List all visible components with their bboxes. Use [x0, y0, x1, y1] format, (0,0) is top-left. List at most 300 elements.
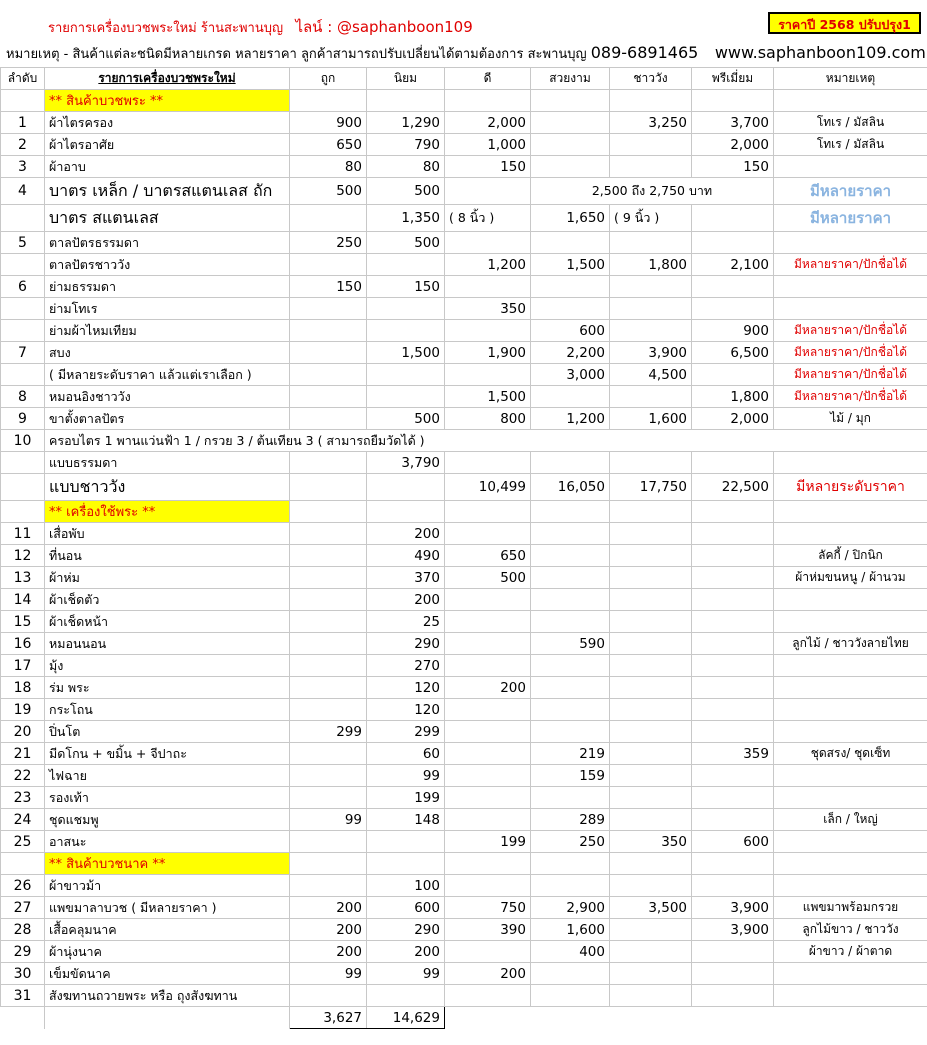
price-beautiful	[531, 963, 610, 985]
price-cheap: 250	[290, 232, 367, 254]
price-beautiful: 159	[531, 765, 610, 787]
row-number: 17	[1, 655, 45, 677]
price-cheap	[290, 254, 367, 276]
price-beautiful	[531, 298, 610, 320]
empty-cell	[692, 853, 774, 875]
price-popular: 80	[367, 156, 445, 178]
price-premium	[692, 298, 774, 320]
row-number: 3	[1, 156, 45, 178]
price-premium	[692, 963, 774, 985]
table-row	[1, 633, 927, 655]
price-premium	[692, 452, 774, 474]
price-good	[445, 809, 531, 831]
price-royal	[610, 941, 692, 963]
price-good: 750	[445, 897, 531, 919]
item-name: เข็มขัดนาค	[45, 963, 290, 985]
row-number: 28	[1, 919, 45, 941]
row-number: 16	[1, 633, 45, 655]
item-name: แพขมาลาบวช ( มีหลายราคา )	[45, 897, 290, 919]
col-no-header: ลำดับ	[1, 68, 45, 90]
price-good: 350	[445, 298, 531, 320]
price-range-note: 2,500 ถึง 2,750 บาท	[531, 178, 774, 205]
remark	[774, 985, 927, 1007]
section-row	[1, 90, 927, 112]
price-popular: 270	[367, 655, 445, 677]
price-cheap	[290, 523, 367, 545]
price-good: 150	[445, 156, 531, 178]
remark: ลูกไม้ขาว / ชาววัง	[774, 919, 927, 941]
price-cheap: 99	[290, 963, 367, 985]
price-beautiful	[531, 545, 610, 567]
remark: ลูกไม้ / ชาววังลายไทย	[774, 633, 927, 655]
row-number: 6	[1, 276, 45, 298]
price-beautiful	[531, 134, 610, 156]
year-badge: ราคาปี 2568 ปรับปรุง1	[768, 12, 921, 34]
row-number	[1, 254, 45, 276]
remark	[774, 875, 927, 897]
row-number: 29	[1, 941, 45, 963]
table-row	[1, 205, 927, 232]
item-name: ผ้านุ่งนาค	[45, 941, 290, 963]
price-premium	[692, 205, 774, 232]
empty-cell	[445, 1007, 531, 1029]
price-cheap	[290, 474, 367, 501]
price-beautiful: 250	[531, 831, 610, 853]
price-beautiful	[531, 523, 610, 545]
price-premium	[692, 523, 774, 545]
price-royal	[610, 721, 692, 743]
price-premium: 3,900	[692, 919, 774, 941]
price-beautiful	[531, 276, 610, 298]
header-row	[1, 68, 927, 90]
price-popular	[367, 364, 445, 386]
table-row	[1, 408, 927, 430]
price-royal: 3,500	[610, 897, 692, 919]
price-good	[445, 941, 531, 963]
table-row	[1, 156, 927, 178]
section-label: ** สินค้าบวชนาค **	[45, 853, 290, 875]
col-remark-header: หมายเหตุ	[774, 68, 927, 90]
price-premium	[692, 787, 774, 809]
col-good-header: ดี	[445, 68, 531, 90]
price-good	[445, 320, 531, 342]
item-name: ครอบไตร 1 พานแว่นฟ้า 1 / กรวย 3 / ต้นเทียน 3 ( สามารถยืมวัดได้ )	[45, 430, 927, 452]
price-popular	[367, 474, 445, 501]
table-row	[1, 298, 927, 320]
remark	[774, 523, 927, 545]
note-text: หมายเหตุ - สินค้าแต่ละชนิดมีหลายเกรด หลายราคา ลูกค้าสามารถปรับเปลี่ยนได้ตามต้องการ สะพานบุญ	[6, 47, 587, 62]
price-premium	[692, 809, 774, 831]
price-royal	[610, 452, 692, 474]
table-row	[1, 320, 927, 342]
table-row	[1, 545, 927, 567]
price-cheap: 299	[290, 721, 367, 743]
price-cheap: 650	[290, 134, 367, 156]
item-name: ผ้าห่ม	[45, 567, 290, 589]
price-good: 1,200	[445, 254, 531, 276]
empty-cell	[445, 501, 531, 523]
price-cheap	[290, 452, 367, 474]
price-beautiful	[531, 677, 610, 699]
remark	[774, 156, 927, 178]
price-beautiful: 219	[531, 743, 610, 765]
price-popular: 790	[367, 134, 445, 156]
table-row	[1, 655, 927, 677]
price-good	[445, 452, 531, 474]
price-premium	[692, 567, 774, 589]
table-row	[1, 765, 927, 787]
item-name: ชุดแชมพู	[45, 809, 290, 831]
price-good	[445, 655, 531, 677]
price-good	[445, 523, 531, 545]
price-beautiful: 1,650	[531, 205, 610, 232]
row-number: 20	[1, 721, 45, 743]
price-royal	[610, 611, 692, 633]
remark: ชุดสรง/ ชุดเซ็ท	[774, 743, 927, 765]
price-premium: 600	[692, 831, 774, 853]
price-popular: 299	[367, 721, 445, 743]
empty-cell	[367, 90, 445, 112]
price-premium: 2,000	[692, 408, 774, 430]
remark: ลัคกี้ / ปิกนิก	[774, 545, 927, 567]
table-row	[1, 831, 927, 853]
table-row	[1, 611, 927, 633]
price-cheap	[290, 831, 367, 853]
row-number: 31	[1, 985, 45, 1007]
price-beautiful: 590	[531, 633, 610, 655]
remark	[774, 298, 927, 320]
empty-cell	[531, 90, 610, 112]
price-beautiful: 2,900	[531, 897, 610, 919]
empty-cell	[610, 90, 692, 112]
price-royal	[610, 787, 692, 809]
item-name: มีดโกน + ขมิ้น + จีปาถะ	[45, 743, 290, 765]
row-number	[1, 501, 45, 523]
price-popular: 290	[367, 633, 445, 655]
item-name: เสื่อพับ	[45, 523, 290, 545]
row-number	[1, 298, 45, 320]
empty-cell	[610, 1007, 692, 1029]
row-number: 5	[1, 232, 45, 254]
row-number	[1, 205, 45, 232]
remark: แพขมาพร้อมกรวย	[774, 897, 927, 919]
price-cheap	[290, 699, 367, 721]
row-number: 9	[1, 408, 45, 430]
item-name: รองเท้า	[45, 787, 290, 809]
remark: เล็ก / ใหญ่	[774, 809, 927, 831]
empty-cell	[774, 90, 927, 112]
table-row	[1, 364, 927, 386]
price-premium	[692, 545, 774, 567]
item-name: กระโถน	[45, 699, 290, 721]
price-royal	[610, 985, 692, 1007]
row-number: 19	[1, 699, 45, 721]
price-popular: 490	[367, 545, 445, 567]
table-row	[1, 941, 927, 963]
price-popular: 500	[367, 232, 445, 254]
item-name: ย่ามผ้าไหมเทียม	[45, 320, 290, 342]
price-beautiful: 289	[531, 809, 610, 831]
price-royal	[610, 232, 692, 254]
empty-cell	[610, 853, 692, 875]
price-premium	[692, 364, 774, 386]
price-royal	[610, 963, 692, 985]
price-cheap	[290, 985, 367, 1007]
price-royal	[610, 523, 692, 545]
row-number: 12	[1, 545, 45, 567]
price-good: 2,000	[445, 112, 531, 134]
item-name: เสื้อคลุมนาค	[45, 919, 290, 941]
price-premium	[692, 655, 774, 677]
price-popular	[367, 298, 445, 320]
remark	[774, 232, 927, 254]
table-row	[1, 342, 927, 364]
price-cheap	[290, 589, 367, 611]
remark: มีหลายราคา/ปักชื่อได้	[774, 342, 927, 364]
table-row	[1, 254, 927, 276]
price-good	[445, 589, 531, 611]
remark	[774, 452, 927, 474]
remark	[774, 589, 927, 611]
shop-title: รายการเครื่องบวชพระใหม่ ร้านสะพานบุญ	[48, 21, 284, 36]
price-good: 390	[445, 919, 531, 941]
price-premium: 22,500	[692, 474, 774, 501]
table-row	[1, 589, 927, 611]
item-name: ผ้าเช็ดตัว	[45, 589, 290, 611]
sheet-title	[48, 15, 473, 39]
row-number: 15	[1, 611, 45, 633]
price-popular: 200	[367, 523, 445, 545]
price-beautiful: 16,050	[531, 474, 610, 501]
price-beautiful: 600	[531, 320, 610, 342]
remark	[774, 787, 927, 809]
price-premium: 6,500	[692, 342, 774, 364]
price-popular	[367, 985, 445, 1007]
empty-cell	[610, 501, 692, 523]
price-popular: 1,290	[367, 112, 445, 134]
price-beautiful	[531, 655, 610, 677]
price-premium: 2,000	[692, 134, 774, 156]
price-beautiful	[531, 156, 610, 178]
item-name: หมอนอิงชาววัง	[45, 386, 290, 408]
table-row	[1, 386, 927, 408]
item-name: ขาตั้งตาลปัตร	[45, 408, 290, 430]
price-cheap: 200	[290, 941, 367, 963]
remark: ไม้ / มุก	[774, 408, 927, 430]
price-royal	[610, 655, 692, 677]
header-note	[6, 43, 926, 64]
price-good	[445, 765, 531, 787]
empty-cell	[774, 1007, 927, 1029]
price-good	[445, 611, 531, 633]
price-popular: 200	[367, 941, 445, 963]
price-royal	[610, 809, 692, 831]
price-popular	[367, 386, 445, 408]
price-cheap	[290, 545, 367, 567]
price-premium: 900	[692, 320, 774, 342]
price-premium: 1,800	[692, 386, 774, 408]
price-premium	[692, 699, 774, 721]
price-good: 500	[445, 567, 531, 589]
table-row	[1, 452, 927, 474]
price-popular: 150	[367, 276, 445, 298]
price-popular: 3,790	[367, 452, 445, 474]
price-premium	[692, 721, 774, 743]
remark: ผ้าขาว / ผ้าตาด	[774, 941, 927, 963]
price-good	[445, 787, 531, 809]
price-royal: 350	[610, 831, 692, 853]
price-beautiful	[531, 452, 610, 474]
price-good	[445, 743, 531, 765]
remark: โทเร / มัสลิน	[774, 112, 927, 134]
remark	[774, 721, 927, 743]
row-number	[1, 364, 45, 386]
item-name: ( มีหลายระดับราคา แล้วแต่เราเลือก )	[45, 364, 290, 386]
sheet-header	[0, 0, 927, 68]
item-name: ตาลปัตรชาววัง	[45, 254, 290, 276]
remark	[774, 765, 927, 787]
row-number	[1, 474, 45, 501]
price-cheap	[290, 787, 367, 809]
price-popular: 120	[367, 699, 445, 721]
table-row	[1, 897, 927, 919]
price-good: 650	[445, 545, 531, 567]
price-cheap	[290, 633, 367, 655]
remark: มีหลายระดับราคา	[774, 474, 927, 501]
price-royal: 17,750	[610, 474, 692, 501]
table-row	[1, 699, 927, 721]
item-name: หมอนนอน	[45, 633, 290, 655]
table-body	[1, 90, 927, 1029]
remark: มีหลายราคา	[774, 205, 927, 232]
line-id[interactable]: ไลน์ : @saphanboon109	[295, 18, 473, 36]
remark: มีหลายราคา/ปักชื่อได้	[774, 254, 927, 276]
price-beautiful	[531, 611, 610, 633]
row-number: 13	[1, 567, 45, 589]
row-number: 11	[1, 523, 45, 545]
empty-cell	[692, 1007, 774, 1029]
col-premium-header: พรีเมี่ยม	[692, 68, 774, 90]
price-cheap: 80	[290, 156, 367, 178]
price-premium	[692, 765, 774, 787]
empty-cell	[367, 501, 445, 523]
remark	[774, 611, 927, 633]
price-royal	[610, 765, 692, 787]
empty-cell	[367, 853, 445, 875]
remark	[774, 963, 927, 985]
price-premium: 3,700	[692, 112, 774, 134]
total-cheap: 3,627	[290, 1007, 367, 1029]
table-row	[1, 134, 927, 156]
table-row	[1, 985, 927, 1007]
price-beautiful	[531, 787, 610, 809]
price-premium	[692, 985, 774, 1007]
price-popular: 600	[367, 897, 445, 919]
price-good	[445, 721, 531, 743]
col-beautiful-header: สวยงาม	[531, 68, 610, 90]
row-number: 22	[1, 765, 45, 787]
remark: มีหลายราคา	[774, 178, 927, 205]
table-row	[1, 523, 927, 545]
price-popular: 290	[367, 919, 445, 941]
price-beautiful	[531, 699, 610, 721]
item-name: แบบธรรมดา	[45, 452, 290, 474]
price-cheap	[290, 364, 367, 386]
row-number	[1, 452, 45, 474]
row-number: 26	[1, 875, 45, 897]
table-row	[1, 787, 927, 809]
remark	[774, 677, 927, 699]
price-premium: 2,100	[692, 254, 774, 276]
price-beautiful	[531, 112, 610, 134]
price-cheap	[290, 655, 367, 677]
price-good	[445, 232, 531, 254]
price-popular: 500	[367, 178, 445, 205]
table-row	[1, 963, 927, 985]
col-royal-header: ชาววัง	[610, 68, 692, 90]
price-beautiful	[531, 875, 610, 897]
price-good	[445, 364, 531, 386]
row-number: 27	[1, 897, 45, 919]
price-royal	[610, 633, 692, 655]
section-label: ** เครื่องใช้พระ **	[45, 501, 290, 523]
price-premium	[692, 589, 774, 611]
price-royal: 3,900	[610, 342, 692, 364]
price-beautiful	[531, 985, 610, 1007]
empty-cell	[531, 501, 610, 523]
price-good	[445, 699, 531, 721]
remark: มีหลายราคา/ปักชื่อได้	[774, 364, 927, 386]
price-premium	[692, 232, 774, 254]
table-row	[1, 875, 927, 897]
remark: มีหลายราคา/ปักชื่อได้	[774, 320, 927, 342]
price-good	[445, 985, 531, 1007]
empty-cell	[445, 90, 531, 112]
price-cheap	[290, 743, 367, 765]
price-popular: 1,350	[367, 205, 445, 232]
price-royal: ( 9 นิ้ว )	[610, 205, 692, 232]
table-row	[1, 232, 927, 254]
item-name: ที่นอน	[45, 545, 290, 567]
row-number: 7	[1, 342, 45, 364]
price-premium: 3,900	[692, 897, 774, 919]
empty-cell	[774, 501, 927, 523]
price-cheap	[290, 298, 367, 320]
price-premium: 359	[692, 743, 774, 765]
item-name: แบบชาววัง	[45, 474, 290, 501]
col-cheap-header: ถูก	[290, 68, 367, 90]
price-popular: 99	[367, 765, 445, 787]
price-cheap: 200	[290, 919, 367, 941]
item-name: ร่ม พระ	[45, 677, 290, 699]
price-beautiful: 1,600	[531, 919, 610, 941]
price-good	[445, 276, 531, 298]
row-number	[1, 320, 45, 342]
price-royal: 1,800	[610, 254, 692, 276]
phone-number[interactable]: 089-6891465	[590, 43, 699, 62]
item-name: ผ้าอาบ	[45, 156, 290, 178]
empty-cell	[290, 90, 367, 112]
col-item-header: รายการเครื่องบวชพระใหม่	[45, 68, 290, 90]
website-link[interactable]: www.saphanboon109.com	[714, 43, 926, 62]
row-number: 24	[1, 809, 45, 831]
table-row	[1, 677, 927, 699]
item-name: สังฆทานถวายพระ หรือ ถุงสังฆทาน	[45, 985, 290, 1007]
totals-row	[1, 1007, 927, 1029]
item-name: ไฟฉาย	[45, 765, 290, 787]
table-row	[1, 178, 927, 205]
empty-cell	[45, 1007, 290, 1029]
